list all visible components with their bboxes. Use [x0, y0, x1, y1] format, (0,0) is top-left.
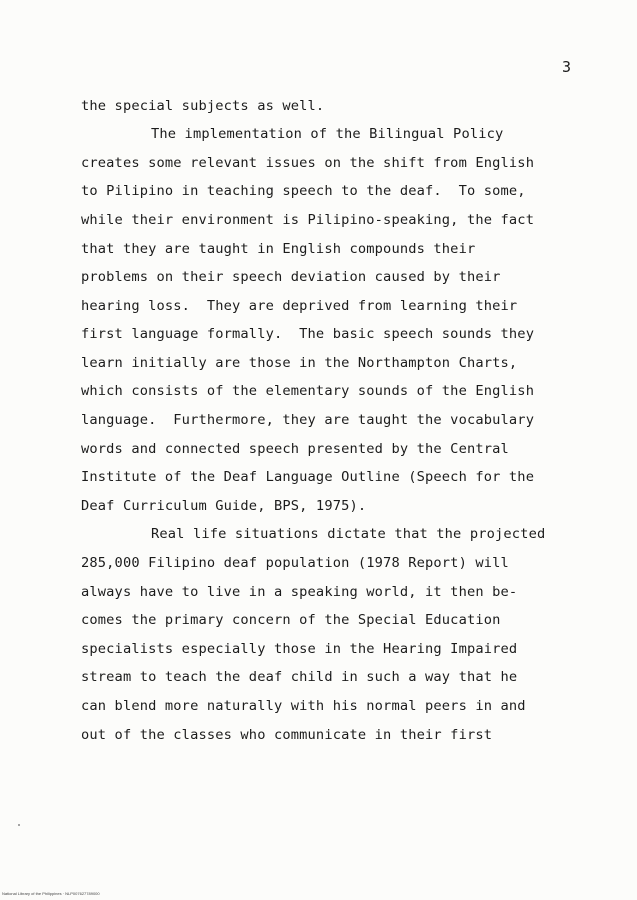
text-line: stream to teach the deaf child in such a way that he [81, 669, 518, 685]
text-line: Institute of the Deaf Language Outline (Speech for the [81, 469, 535, 485]
text-line: problems on their speech deviation caused by their [81, 269, 501, 285]
text-line: comes the primary concern of the Special Education [81, 612, 501, 628]
text-line: out of the classes who communicate in their first [81, 727, 493, 743]
text-line: that they are taught in English compounds their [81, 241, 476, 257]
text-line: Real life situations dictate that the projected [151, 526, 546, 542]
text-line: language. Furthermore, they are taught the vocabulary [81, 412, 535, 428]
text-line: Deaf Curriculum Guide, BPS, 1975). [81, 498, 367, 514]
text-line: specialists especially those in the Hearing Impaired [81, 641, 518, 657]
text-line: to Pilipino in teaching speech to the deaf. To some, [81, 183, 526, 199]
text-line: hearing loss. They are deprived from learning their [81, 298, 518, 314]
scan-speck [18, 824, 20, 826]
text-line: can blend more naturally with his normal peers in and [81, 698, 526, 714]
page-number: 3 [562, 58, 572, 76]
text-line: first language formally. The basic speech sounds they [81, 326, 535, 342]
text-line: creates some relevant issues on the shift from English [81, 155, 535, 171]
text-line: always have to live in a speaking world, it then be- [81, 584, 518, 600]
text-line: the special subjects as well. [81, 98, 325, 114]
scan-footer-caption: National Library of the Philippines · NLP007627789000 [2, 891, 100, 896]
text-line: which consists of the elementary sounds of the English [81, 383, 535, 399]
text-line: words and connected speech presented by the Central [81, 441, 509, 457]
text-line: 285,000 Filipino deaf population (1978 Report) will [81, 555, 509, 571]
text-line: learn initially are those in the Northampton Charts, [81, 355, 518, 371]
text-line: while their environment is Pilipino-speaking, the fact [81, 212, 535, 228]
text-line: The implementation of the Bilingual Policy [151, 126, 504, 142]
